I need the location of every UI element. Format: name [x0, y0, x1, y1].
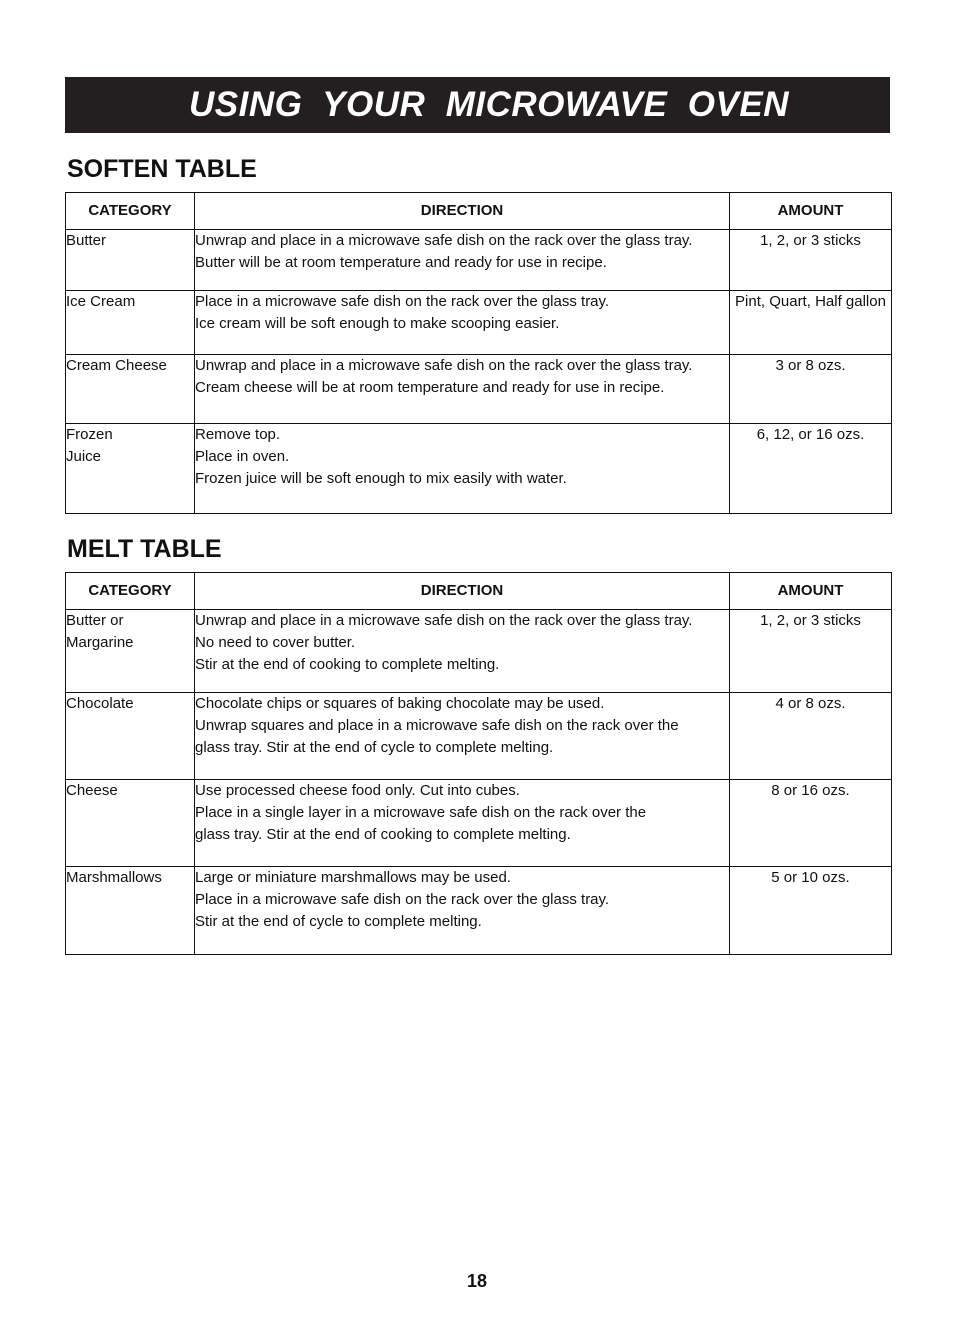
column-header-amount: AMOUNT — [730, 193, 892, 230]
direction-line: Unwrap and place in a microwave safe dish on the rack over the glass tray. — [195, 357, 693, 374]
direction-line: Ice cream will be soft enough to make scooping easier. — [195, 315, 560, 332]
category-cell — [66, 230, 195, 291]
direction-line: No need to cover butter. — [195, 634, 356, 651]
direction-line: Unwrap squares and place in a microwave safe dish on the rack over the — [195, 717, 679, 734]
table-row — [66, 867, 892, 955]
category-cell — [66, 693, 195, 780]
category-text: Ice Cream — [66, 293, 136, 310]
direction-line: Remove top. — [195, 426, 281, 443]
category-text: Cream Cheese — [66, 357, 167, 374]
category-text: Butter or Margarine — [66, 612, 134, 651]
soften-table-title: SOFTEN TABLE — [67, 155, 257, 183]
category-cell — [66, 780, 195, 867]
melt-table-header-row — [66, 573, 892, 610]
direction-cell — [195, 693, 730, 780]
direction-line: Frozen juice will be soft enough to mix easily with water. — [195, 470, 567, 487]
category-cell — [66, 291, 195, 355]
amount-cell: 6, 12, or 16 ozs. — [730, 424, 892, 514]
direction-line: Large or miniature marshmallows may be used. — [195, 869, 511, 886]
column-header-direction: DIRECTION — [195, 573, 730, 610]
direction-line: Use processed cheese food only. Cut into cubes. — [195, 782, 520, 799]
direction-cell — [195, 610, 730, 693]
direction-line: Place in a microwave safe dish on the rack over the glass tray. — [195, 293, 610, 310]
category-text: Butter — [66, 232, 107, 249]
soften-table — [65, 192, 892, 514]
amount-cell: 1, 2, or 3 sticks — [730, 230, 892, 291]
table-row — [66, 780, 892, 867]
category-text: Chocolate — [66, 695, 134, 712]
direction-line: Place in a single layer in a microwave safe dish on the rack over the — [195, 804, 647, 821]
column-header-category: CATEGORY — [66, 193, 195, 230]
category-cell — [66, 610, 195, 693]
table-row — [66, 230, 892, 291]
page-header-banner — [65, 77, 890, 133]
table-row — [66, 355, 892, 424]
category-text: Cheese — [66, 782, 118, 799]
direction-line: Unwrap and place in a microwave safe dish on the rack over the glass tray. — [195, 612, 693, 629]
category-text: Frozen Juice — [66, 426, 113, 465]
direction-cell — [195, 291, 730, 355]
table-row — [66, 610, 892, 693]
page-title: USING YOUR MICROWAVE OVEN — [189, 85, 789, 124]
direction-cell — [195, 230, 730, 291]
direction-cell — [195, 867, 730, 955]
amount-cell: 1, 2, or 3 sticks — [730, 610, 892, 693]
direction-line: Chocolate chips or squares of baking chocolate may be used. — [195, 695, 605, 712]
direction-line: Place in oven. — [195, 448, 290, 465]
direction-line: glass tray. Stir at the end of cooking to complete melting. — [195, 826, 571, 843]
column-header-category: CATEGORY — [66, 573, 195, 610]
amount-cell: 5 or 10 ozs. — [730, 867, 892, 955]
direction-line: Cream cheese will be at room temperature and ready for use in recipe. — [195, 379, 665, 396]
column-header-direction: DIRECTION — [195, 193, 730, 230]
direction-cell — [195, 780, 730, 867]
category-text: Marshmallows — [66, 869, 162, 886]
melt-table-title: MELT TABLE — [67, 535, 222, 563]
category-cell — [66, 355, 195, 424]
melt-table — [65, 572, 892, 955]
amount-cell: 3 or 8 ozs. — [730, 355, 892, 424]
direction-line: Place in a microwave safe dish on the rack over the glass tray. — [195, 891, 610, 908]
table-row — [66, 424, 892, 514]
soften-table-header-row — [66, 193, 892, 230]
direction-line: glass tray. Stir at the end of cycle to complete melting. — [195, 739, 554, 756]
direction-line: Butter will be at room temperature and ready for use in recipe. — [195, 254, 607, 271]
direction-line: Unwrap and place in a microwave safe dish on the rack over the glass tray. — [195, 232, 693, 249]
page-number: 18 — [466, 1271, 488, 1291]
amount-cell: Pint, Quart, Half gallon — [730, 291, 892, 355]
amount-cell: 4 or 8 ozs. — [730, 693, 892, 780]
direction-cell — [195, 355, 730, 424]
category-cell — [66, 867, 195, 955]
column-header-amount: AMOUNT — [730, 573, 892, 610]
direction-line: Stir at the end of cycle to complete melting. — [195, 913, 482, 930]
direction-cell — [195, 424, 730, 514]
amount-cell: 8 or 16 ozs. — [730, 780, 892, 867]
direction-line: Stir at the end of cooking to complete melting. — [195, 656, 500, 673]
table-row — [66, 291, 892, 355]
category-cell — [66, 424, 195, 514]
table-row — [66, 693, 892, 780]
